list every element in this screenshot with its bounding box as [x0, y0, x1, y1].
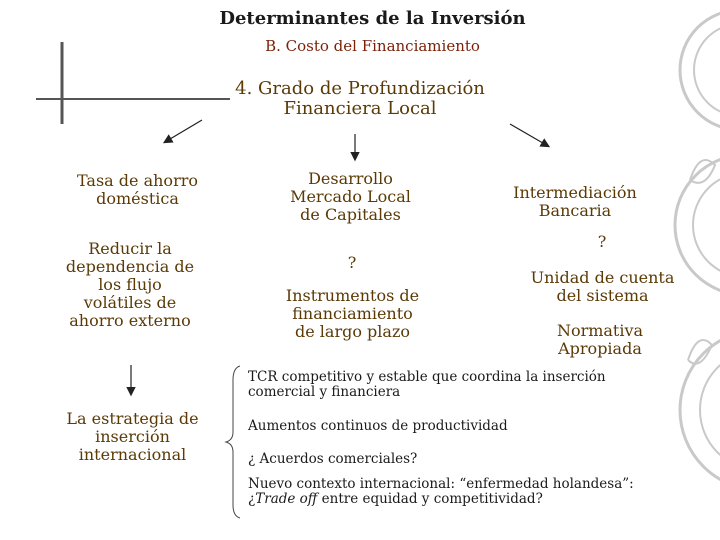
node-intermediacion-bancaria: Intermediación Bancaria: [513, 183, 637, 220]
arrow-left-icon: [165, 120, 202, 142]
bracket-item-nuevo-contexto: [248, 477, 698, 507]
brace-icon: [226, 366, 240, 518]
node-right-question: ?: [597, 232, 607, 251]
page-subtitle: B. Costo del Financiamiento: [265, 37, 480, 55]
nuevo-contexto-text: Nuevo contexto internacional: “enfermedad holandesa”: ¿: [248, 476, 634, 508]
node-tasa-ahorro: Tasa de ahorro doméstica: [76, 171, 198, 208]
trade-off-italic: Trade off: [255, 491, 318, 508]
central-heading: 4. Grado de Profundización Financiera Local: [235, 78, 485, 120]
node-middle-question: ?: [347, 253, 357, 272]
node-desarrollo-mercado: Desarrollo Mercado Local de Capitales: [290, 169, 411, 224]
page-title: Determinantes de la Inversión: [219, 8, 526, 29]
node-reducir-dependencia: Reducir la dependencia de los flujo volátiles de ahorro externo: [65, 239, 195, 330]
nuevo-contexto-tail: entre equidad y competitividad?: [317, 491, 543, 508]
arrow-right-icon: [510, 124, 548, 146]
bracket-item-tcr: TCR competitivo y estable que coordina la inserción comercial y financiera: [248, 369, 606, 401]
node-normativa: Normativa Apropiada: [556, 321, 644, 358]
node-instrumentos: Instrumentos de financiamiento de largo plazo: [285, 286, 420, 341]
bracket-item-acuerdos: ¿ Acuerdos comerciales?: [248, 451, 418, 467]
seal-watermark-icon: [675, 10, 720, 490]
bracket-item-productividad: Aumentos continuos de productividad: [248, 418, 508, 434]
node-unidad-cuenta: Unidad de cuenta del sistema: [530, 268, 675, 305]
node-estrategia-insercion: La estrategia de inserción internacional: [66, 409, 199, 464]
